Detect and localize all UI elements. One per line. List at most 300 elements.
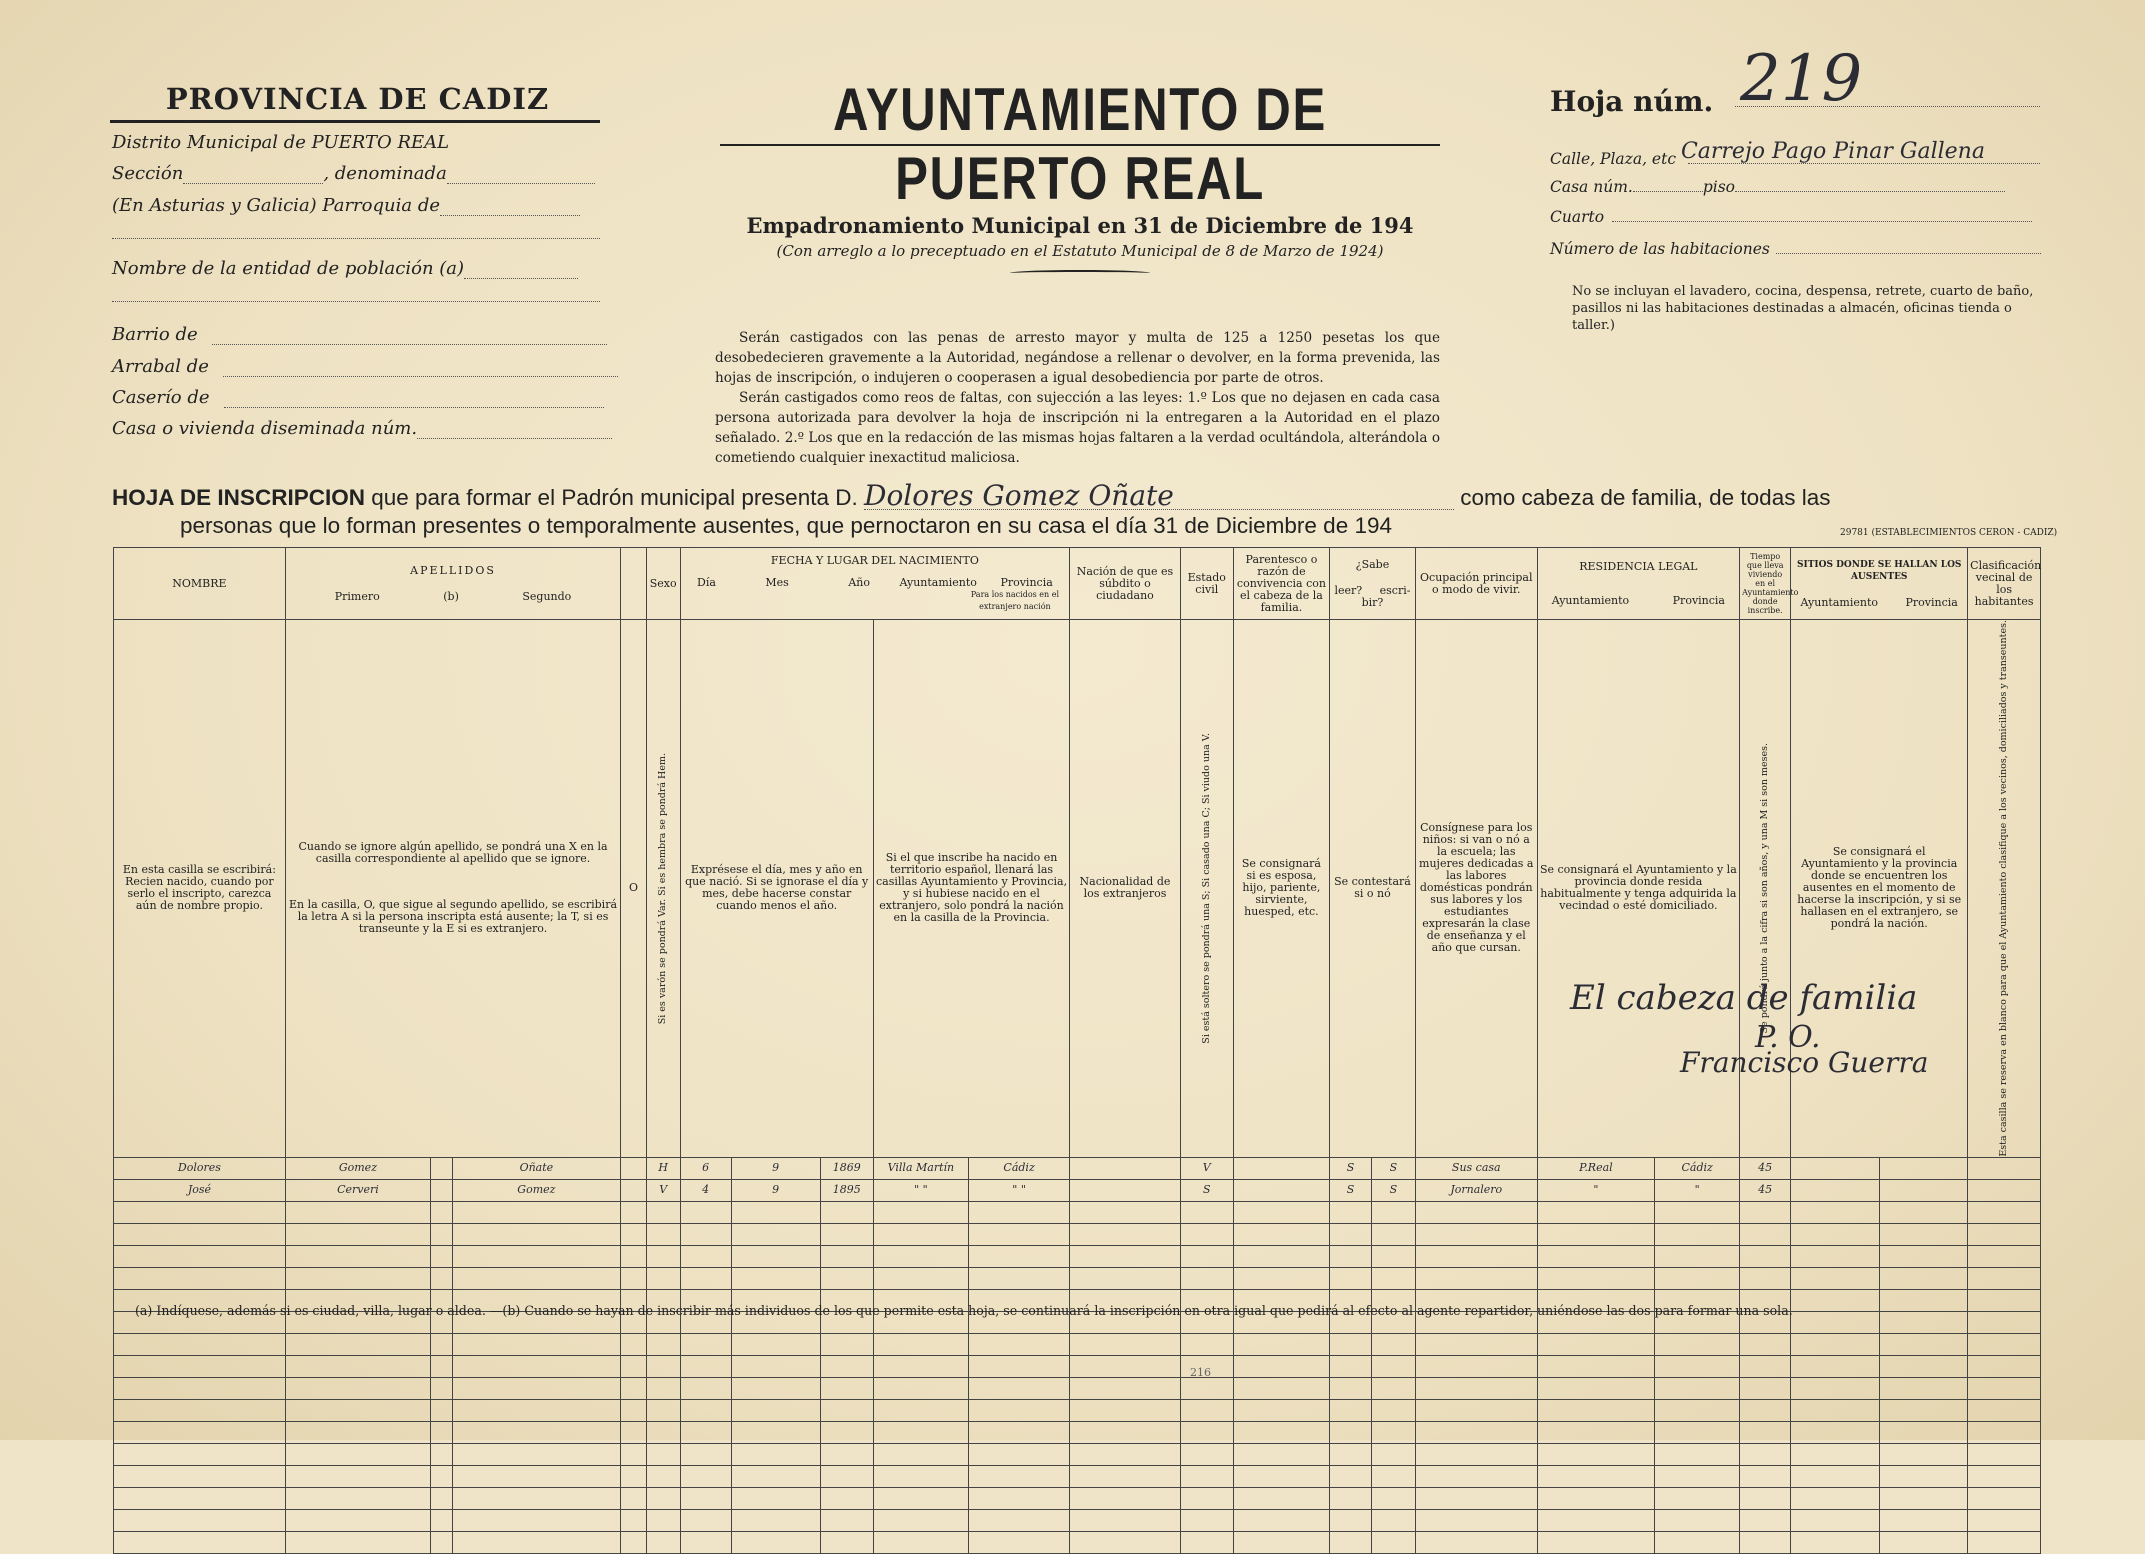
table-cell[interactable] — [646, 1333, 680, 1355]
table-cell[interactable] — [1968, 1531, 2041, 1553]
table-cell[interactable] — [968, 1201, 1069, 1223]
table-cell[interactable] — [1180, 1421, 1233, 1443]
table-cell[interactable] — [646, 1201, 680, 1223]
table-cell[interactable] — [731, 1245, 820, 1267]
table-cell[interactable] — [1330, 1377, 1372, 1399]
table-cell[interactable] — [1537, 1399, 1655, 1421]
table-cell[interactable] — [1740, 1201, 1791, 1223]
table-cell[interactable] — [1537, 1443, 1655, 1465]
table-cell[interactable] — [1371, 1377, 1415, 1399]
table-cell[interactable] — [731, 1399, 820, 1421]
table-cell[interactable] — [968, 1377, 1069, 1399]
table-cell[interactable] — [431, 1267, 452, 1289]
table-cell[interactable] — [1330, 1443, 1372, 1465]
table-cell[interactable] — [452, 1399, 621, 1421]
table-cell[interactable] — [731, 1465, 820, 1487]
table-cell[interactable] — [1740, 1333, 1791, 1355]
table-cell[interactable] — [1180, 1487, 1233, 1509]
table-cell[interactable] — [1655, 1399, 1740, 1421]
table-cell[interactable] — [1371, 1487, 1415, 1509]
table-cell[interactable] — [431, 1399, 452, 1421]
table-cell[interactable] — [820, 1355, 873, 1377]
table-cell[interactable] — [1880, 1443, 1968, 1465]
table-cell[interactable] — [1233, 1179, 1329, 1201]
table-cell[interactable] — [1233, 1245, 1329, 1267]
table-cell[interactable] — [646, 1531, 680, 1553]
table-cell[interactable] — [1180, 1465, 1233, 1487]
table-cell[interactable] — [680, 1399, 731, 1421]
table-cell[interactable] — [1180, 1245, 1233, 1267]
table-cell[interactable] — [1655, 1333, 1740, 1355]
table-cell[interactable] — [646, 1443, 680, 1465]
table-cell[interactable] — [285, 1245, 430, 1267]
table-cell[interactable] — [1968, 1421, 2041, 1443]
table-cell[interactable] — [646, 1355, 680, 1377]
table-cell[interactable] — [452, 1377, 621, 1399]
table-cell[interactable] — [1070, 1179, 1180, 1201]
table-cell[interactable] — [1968, 1223, 2041, 1245]
table-cell[interactable] — [114, 1245, 286, 1267]
table-cell[interactable]: Dolores — [114, 1157, 286, 1179]
entidad-field[interactable] — [464, 278, 578, 279]
table-cell[interactable] — [285, 1355, 430, 1377]
table-cell[interactable] — [1880, 1333, 1968, 1355]
table-cell[interactable] — [1791, 1465, 1880, 1487]
table-cell[interactable] — [1740, 1377, 1791, 1399]
table-cell[interactable] — [1371, 1443, 1415, 1465]
table-cell[interactable] — [285, 1465, 430, 1487]
table-cell[interactable] — [1180, 1377, 1233, 1399]
table-cell[interactable]: Cádiz — [1655, 1157, 1740, 1179]
table-cell[interactable] — [1740, 1531, 1791, 1553]
table-cell[interactable] — [968, 1443, 1069, 1465]
table-cell[interactable] — [1655, 1487, 1740, 1509]
table-cell[interactable] — [1791, 1223, 1880, 1245]
table-cell[interactable] — [1330, 1399, 1372, 1421]
table-cell[interactable]: Villa Martín — [873, 1157, 968, 1179]
table-cell[interactable] — [680, 1355, 731, 1377]
table-cell[interactable] — [1655, 1267, 1740, 1289]
table-cell[interactable] — [621, 1179, 647, 1201]
table-cell[interactable] — [1791, 1377, 1880, 1399]
table-cell[interactable] — [873, 1377, 968, 1399]
table-cell[interactable] — [1330, 1223, 1372, 1245]
table-cell[interactable] — [285, 1531, 430, 1553]
denominada-field[interactable] — [447, 183, 595, 184]
table-cell[interactable] — [646, 1377, 680, 1399]
table-cell[interactable] — [621, 1355, 647, 1377]
table-cell[interactable] — [1330, 1531, 1372, 1553]
table-cell[interactable] — [1740, 1267, 1791, 1289]
table-cell[interactable] — [1371, 1333, 1415, 1355]
table-cell[interactable] — [968, 1333, 1069, 1355]
table-cell[interactable] — [731, 1531, 820, 1553]
table-cell[interactable] — [114, 1487, 286, 1509]
table-cell[interactable] — [431, 1531, 452, 1553]
table-cell[interactable] — [621, 1333, 647, 1355]
table-cell[interactable] — [1791, 1355, 1880, 1377]
table-cell[interactable] — [1415, 1509, 1537, 1531]
table-cell[interactable]: V — [646, 1179, 680, 1201]
table-cell[interactable] — [820, 1333, 873, 1355]
table-cell[interactable] — [1655, 1465, 1740, 1487]
table-cell[interactable] — [1415, 1267, 1537, 1289]
table-cell[interactable] — [285, 1267, 430, 1289]
table-cell[interactable] — [1070, 1157, 1180, 1179]
table-cell[interactable] — [646, 1487, 680, 1509]
table-cell[interactable] — [621, 1421, 647, 1443]
table-cell[interactable] — [1880, 1487, 1968, 1509]
table-cell[interactable] — [452, 1465, 621, 1487]
table-cell[interactable] — [621, 1245, 647, 1267]
table-cell[interactable] — [680, 1465, 731, 1487]
habitaciones-field[interactable] — [1776, 253, 2041, 254]
table-cell[interactable] — [285, 1377, 430, 1399]
table-cell[interactable] — [1740, 1223, 1791, 1245]
table-cell[interactable] — [1415, 1443, 1537, 1465]
table-cell[interactable] — [680, 1421, 731, 1443]
table-cell[interactable] — [680, 1531, 731, 1553]
table-cell[interactable] — [1415, 1333, 1537, 1355]
table-cell[interactable] — [114, 1267, 286, 1289]
table-cell[interactable]: S — [1330, 1179, 1372, 1201]
table-cell[interactable] — [873, 1531, 968, 1553]
table-cell[interactable] — [1070, 1267, 1180, 1289]
table-cell[interactable] — [1070, 1377, 1180, 1399]
table-cell[interactable] — [1180, 1443, 1233, 1465]
table-cell[interactable] — [1371, 1465, 1415, 1487]
table-cell[interactable] — [680, 1443, 731, 1465]
table-cell[interactable] — [1233, 1201, 1329, 1223]
table-cell[interactable] — [1655, 1443, 1740, 1465]
table-cell[interactable] — [1968, 1443, 2041, 1465]
table-cell[interactable] — [1880, 1223, 1968, 1245]
table-cell[interactable] — [1537, 1531, 1655, 1553]
table-cell[interactable]: Sus casa — [1415, 1157, 1537, 1179]
table-cell[interactable] — [680, 1201, 731, 1223]
table-cell[interactable] — [285, 1443, 430, 1465]
table-cell[interactable] — [1740, 1487, 1791, 1509]
table-cell[interactable] — [621, 1509, 647, 1531]
table-cell[interactable] — [1415, 1531, 1537, 1553]
table-cell[interactable] — [1233, 1223, 1329, 1245]
table-cell[interactable] — [968, 1245, 1069, 1267]
table-cell[interactable] — [1180, 1201, 1233, 1223]
table-cell[interactable] — [114, 1465, 286, 1487]
table-cell[interactable] — [820, 1421, 873, 1443]
table-cell[interactable] — [114, 1421, 286, 1443]
table-cell[interactable] — [1655, 1421, 1740, 1443]
table-cell[interactable]: S — [1371, 1179, 1415, 1201]
arrabal-field[interactable] — [223, 376, 618, 377]
table-cell[interactable]: 1869 — [820, 1157, 873, 1179]
table-cell[interactable] — [1791, 1531, 1880, 1553]
table-cell[interactable]: S — [1330, 1157, 1372, 1179]
table-cell[interactable] — [1415, 1245, 1537, 1267]
table-cell[interactable] — [1070, 1223, 1180, 1245]
table-cell[interactable] — [1070, 1487, 1180, 1509]
table-cell[interactable] — [1233, 1465, 1329, 1487]
table-cell[interactable] — [1233, 1157, 1329, 1179]
table-cell[interactable]: " " — [968, 1179, 1069, 1201]
table-cell[interactable] — [1655, 1223, 1740, 1245]
table-cell[interactable] — [114, 1531, 286, 1553]
table-cell[interactable] — [1415, 1355, 1537, 1377]
table-cell[interactable] — [1070, 1399, 1180, 1421]
table-cell[interactable] — [680, 1245, 731, 1267]
table-cell[interactable] — [873, 1421, 968, 1443]
table-cell[interactable] — [968, 1421, 1069, 1443]
table-cell[interactable] — [114, 1509, 286, 1531]
table-cell[interactable] — [731, 1509, 820, 1531]
table-cell[interactable]: Cádiz — [968, 1157, 1069, 1179]
table-cell[interactable] — [1180, 1267, 1233, 1289]
table-cell[interactable] — [873, 1245, 968, 1267]
table-cell[interactable] — [873, 1267, 968, 1289]
table-cell[interactable] — [621, 1531, 647, 1553]
table-cell[interactable] — [820, 1531, 873, 1553]
table-cell[interactable] — [1537, 1465, 1655, 1487]
table-cell[interactable] — [1880, 1157, 1968, 1179]
table-cell[interactable] — [1415, 1421, 1537, 1443]
table-cell[interactable] — [1791, 1157, 1880, 1179]
table-cell[interactable] — [1968, 1399, 2041, 1421]
table-cell[interactable] — [1330, 1421, 1372, 1443]
table-cell[interactable] — [1740, 1355, 1791, 1377]
table-cell[interactable] — [731, 1421, 820, 1443]
table-cell[interactable] — [1791, 1421, 1880, 1443]
table-cell[interactable] — [621, 1399, 647, 1421]
table-cell[interactable] — [1070, 1245, 1180, 1267]
table-cell[interactable] — [1655, 1377, 1740, 1399]
table-cell[interactable] — [452, 1355, 621, 1377]
table-cell[interactable] — [452, 1201, 621, 1223]
table-cell[interactable] — [1655, 1531, 1740, 1553]
table-cell[interactable]: 9 — [731, 1157, 820, 1179]
table-cell[interactable] — [731, 1487, 820, 1509]
table-cell[interactable] — [820, 1487, 873, 1509]
table-cell[interactable] — [1968, 1465, 2041, 1487]
table-cell[interactable] — [1791, 1201, 1880, 1223]
table-cell[interactable] — [873, 1223, 968, 1245]
table-cell[interactable] — [452, 1223, 621, 1245]
table-cell[interactable] — [731, 1201, 820, 1223]
table-cell[interactable] — [1330, 1267, 1372, 1289]
table-cell[interactable] — [1740, 1509, 1791, 1531]
table-cell[interactable] — [1180, 1531, 1233, 1553]
table-cell[interactable]: Gomez — [452, 1179, 621, 1201]
table-cell[interactable] — [1233, 1531, 1329, 1553]
table-cell[interactable] — [452, 1531, 621, 1553]
table-cell[interactable] — [1791, 1245, 1880, 1267]
table-cell[interactable] — [1330, 1201, 1372, 1223]
table-cell[interactable] — [646, 1267, 680, 1289]
table-cell[interactable] — [1791, 1399, 1880, 1421]
table-cell[interactable] — [1968, 1245, 2041, 1267]
table-cell[interactable] — [1371, 1421, 1415, 1443]
table-cell[interactable] — [1537, 1201, 1655, 1223]
table-cell[interactable] — [431, 1421, 452, 1443]
table-cell[interactable] — [285, 1333, 430, 1355]
table-cell[interactable] — [114, 1355, 286, 1377]
table-cell[interactable] — [1880, 1267, 1968, 1289]
table-cell[interactable] — [1070, 1443, 1180, 1465]
table-cell[interactable] — [820, 1509, 873, 1531]
table-cell[interactable] — [1791, 1179, 1880, 1201]
table-cell[interactable] — [1537, 1377, 1655, 1399]
table-cell[interactable] — [285, 1223, 430, 1245]
table-cell[interactable]: " — [1655, 1179, 1740, 1201]
table-cell[interactable] — [968, 1531, 1069, 1553]
piso-field[interactable] — [1735, 191, 2005, 192]
table-cell[interactable] — [621, 1223, 647, 1245]
table-cell[interactable] — [1537, 1509, 1655, 1531]
table-cell[interactable]: S — [1180, 1179, 1233, 1201]
table-cell[interactable]: Jornalero — [1415, 1179, 1537, 1201]
table-cell[interactable] — [1415, 1201, 1537, 1223]
table-cell[interactable] — [1070, 1509, 1180, 1531]
table-cell[interactable] — [452, 1267, 621, 1289]
table-cell[interactable] — [1180, 1399, 1233, 1421]
table-cell[interactable]: 1895 — [820, 1179, 873, 1201]
table-cell[interactable] — [1233, 1267, 1329, 1289]
table-cell[interactable] — [1537, 1245, 1655, 1267]
table-cell[interactable] — [114, 1223, 286, 1245]
table-cell[interactable] — [114, 1377, 286, 1399]
table-cell[interactable] — [1880, 1531, 1968, 1553]
table-cell[interactable] — [452, 1333, 621, 1355]
table-cell[interactable] — [968, 1399, 1069, 1421]
table-cell[interactable] — [731, 1333, 820, 1355]
table-cell[interactable] — [452, 1509, 621, 1531]
table-cell[interactable] — [873, 1487, 968, 1509]
table-cell[interactable] — [1740, 1421, 1791, 1443]
table-cell[interactable] — [285, 1487, 430, 1509]
table-cell[interactable] — [1655, 1201, 1740, 1223]
table-cell[interactable] — [1880, 1421, 1968, 1443]
head-of-family-name[interactable]: Dolores Gomez Oñate — [864, 483, 1454, 510]
table-cell[interactable] — [873, 1465, 968, 1487]
table-cell[interactable] — [1537, 1421, 1655, 1443]
table-cell[interactable] — [114, 1333, 286, 1355]
table-cell[interactable] — [968, 1355, 1069, 1377]
calle-field[interactable] — [1688, 163, 2040, 164]
table-cell[interactable] — [1233, 1399, 1329, 1421]
table-cell[interactable] — [621, 1487, 647, 1509]
table-cell[interactable] — [646, 1509, 680, 1531]
table-cell[interactable] — [873, 1355, 968, 1377]
table-cell[interactable] — [1740, 1465, 1791, 1487]
table-cell[interactable]: 9 — [731, 1179, 820, 1201]
table-cell[interactable]: " " — [873, 1179, 968, 1201]
table-cell[interactable] — [1371, 1399, 1415, 1421]
barrio-field[interactable] — [212, 344, 607, 345]
table-cell[interactable] — [1415, 1487, 1537, 1509]
table-cell[interactable] — [1330, 1509, 1372, 1531]
table-cell[interactable] — [1371, 1531, 1415, 1553]
seccion-field[interactable] — [183, 183, 323, 184]
table-cell[interactable] — [1791, 1333, 1880, 1355]
table-cell[interactable] — [680, 1487, 731, 1509]
table-cell[interactable] — [1180, 1333, 1233, 1355]
parroquia-field[interactable] — [440, 215, 580, 216]
table-cell[interactable] — [1330, 1333, 1372, 1355]
table-cell[interactable] — [621, 1157, 647, 1179]
table-cell[interactable] — [820, 1465, 873, 1487]
table-cell[interactable]: V — [1180, 1157, 1233, 1179]
caserio-field[interactable] — [224, 407, 604, 408]
table-cell[interactable]: Cerveri — [285, 1179, 430, 1201]
table-cell[interactable] — [1537, 1487, 1655, 1509]
table-cell[interactable] — [731, 1355, 820, 1377]
table-cell[interactable] — [1070, 1333, 1180, 1355]
table-cell[interactable] — [452, 1245, 621, 1267]
table-cell[interactable] — [1968, 1267, 2041, 1289]
table-cell[interactable] — [431, 1355, 452, 1377]
table-cell[interactable] — [114, 1201, 286, 1223]
table-cell[interactable]: P.Real — [1537, 1157, 1655, 1179]
table-cell[interactable] — [731, 1443, 820, 1465]
table-cell[interactable] — [731, 1267, 820, 1289]
table-cell[interactable] — [1655, 1245, 1740, 1267]
table-cell[interactable] — [114, 1443, 286, 1465]
table-cell[interactable] — [1371, 1201, 1415, 1223]
table-cell[interactable] — [1371, 1355, 1415, 1377]
table-cell[interactable] — [1740, 1245, 1791, 1267]
table-cell[interactable] — [1880, 1245, 1968, 1267]
table-cell[interactable]: 4 — [680, 1179, 731, 1201]
table-cell[interactable] — [646, 1421, 680, 1443]
table-cell[interactable] — [431, 1443, 452, 1465]
table-cell[interactable] — [1233, 1487, 1329, 1509]
table-cell[interactable]: José — [114, 1179, 286, 1201]
table-cell[interactable] — [1968, 1509, 2041, 1531]
table-cell[interactable] — [1415, 1399, 1537, 1421]
table-cell[interactable] — [452, 1443, 621, 1465]
table-cell[interactable] — [1371, 1223, 1415, 1245]
table-cell[interactable] — [114, 1399, 286, 1421]
table-cell[interactable] — [873, 1201, 968, 1223]
table-cell[interactable] — [1233, 1355, 1329, 1377]
table-cell[interactable] — [873, 1399, 968, 1421]
table-cell[interactable] — [1233, 1333, 1329, 1355]
table-cell[interactable] — [873, 1509, 968, 1531]
table-cell[interactable] — [968, 1509, 1069, 1531]
table-cell[interactable] — [1070, 1355, 1180, 1377]
table-cell[interactable] — [1180, 1223, 1233, 1245]
table-cell[interactable] — [820, 1377, 873, 1399]
table-cell[interactable] — [431, 1245, 452, 1267]
table-cell[interactable] — [1233, 1443, 1329, 1465]
table-cell[interactable] — [820, 1201, 873, 1223]
table-cell[interactable] — [680, 1509, 731, 1531]
table-cell[interactable] — [1537, 1355, 1655, 1377]
table-cell[interactable] — [1233, 1377, 1329, 1399]
table-cell[interactable] — [1880, 1509, 1968, 1531]
table-cell[interactable] — [646, 1465, 680, 1487]
table-cell[interactable] — [1880, 1355, 1968, 1377]
table-cell[interactable]: 45 — [1740, 1179, 1791, 1201]
table-cell[interactable] — [820, 1267, 873, 1289]
casa-field[interactable] — [417, 438, 612, 439]
table-cell[interactable] — [646, 1223, 680, 1245]
table-cell[interactable] — [1070, 1201, 1180, 1223]
table-cell[interactable] — [1330, 1465, 1372, 1487]
table-cell[interactable] — [621, 1443, 647, 1465]
table-cell[interactable] — [1880, 1201, 1968, 1223]
table-cell[interactable] — [1968, 1355, 2041, 1377]
table-cell[interactable] — [1371, 1245, 1415, 1267]
